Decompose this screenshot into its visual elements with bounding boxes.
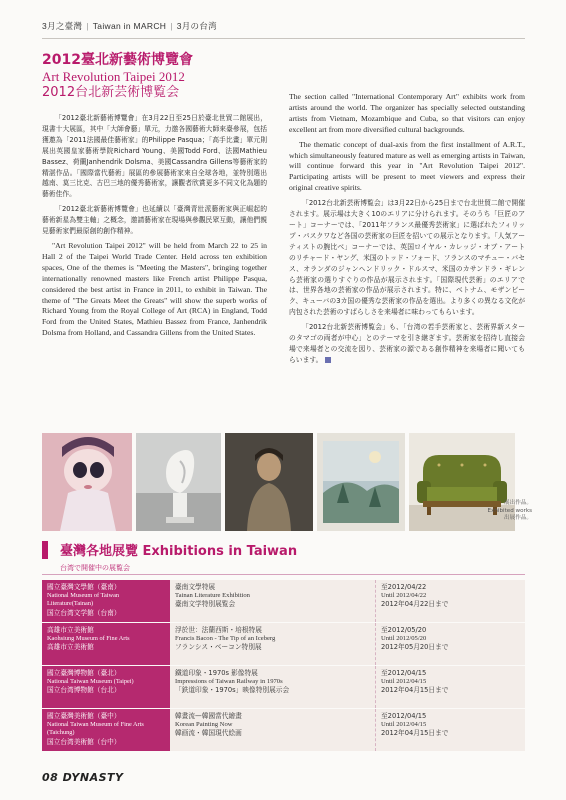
page-number: 08 — [42, 771, 59, 784]
section-marker — [42, 541, 48, 559]
running-header: 3月之臺灣 | Taiwan in MARCH | 3月の台湾 — [42, 21, 217, 31]
table-row — [42, 623, 525, 666]
exhibition-cell — [170, 666, 376, 709]
venue-name-en: National Museum of Taiwan Literature(Tainan) — [47, 591, 120, 607]
exhibition-name-ja: 臺南文学特別展覧会 — [175, 600, 236, 608]
table-row — [42, 709, 525, 752]
magazine-name: DYNASTY — [62, 771, 124, 784]
venue-name-en: Kaohsiung Museum of Fine Arts — [47, 634, 130, 642]
photo-caption — [470, 500, 532, 523]
article-paragraph-ja-2-text: 「2012台北新芸術博覧会」も、「台湾の若手芸術家と、芸術界新スターのタマゴの両者が中心」とのテーマを引き継ぎます。芸術家を招待し直接会場で来場者との交流を図り、芸術家の源である創作精神を来場者に聞いてもらいます。 — [289, 323, 525, 364]
date-cell — [376, 709, 526, 752]
date-ja: 2012年04月22日まで — [381, 600, 449, 608]
exhibition-name-zh: 鐵道印象・1970s 影像特展 — [175, 669, 258, 677]
exhibition-name-ja: 韓画流・韓国現代絵画 — [175, 729, 242, 737]
exhibition-name-zh: 浮於世：法蘭西斯・培根特展 — [175, 626, 262, 634]
venue-name-ja: 国立台湾文学館（台南） — [47, 608, 121, 617]
article-paragraph-ja-1: 「2012台北新芸術博覧会」は3月22日から25日まで台北世貿二館で開催されます。展示場は大きく10のエリアに分けられます。そのうち「巨匠のアート」コーナーでは、「2011年フランス最優秀芸術家」に選ばれたフィリップ・パスクワなど各国の芸術家の巨匠を招いての展示となります。「人気アーティストの腕比べ」コーナーでは、英国ロイヤル・カレッジ・オブ・アートのリチャード・ヤング、米国のトッド・フォード、フランスのマチュー・バセス、オランダのジャンヘンドリック・ドルスマ、米国のカサンドラ・ギレンら芸術家の選りすぐりの作品が展示されます。「国際現代芸術」のエリアでは、世界各地の芸術家の作品が展示されます。特に、ベトナム、モザンビーク、キューバの3カ国の優秀な芸術家の作品を選出。より多くの異なる文化が内包された芸術のすばらしさを来場者に味わってもらいます。 — [289, 199, 525, 317]
exhibition-name-zh: 臺南文學特展 — [175, 583, 216, 591]
date-zh: 至2012/04/22 — [381, 583, 427, 591]
exhibition-cell — [170, 580, 376, 623]
date-cell — [376, 623, 526, 666]
section-rule — [42, 574, 525, 575]
article-title-en: Art Revolution Taipei 2012 — [42, 69, 185, 84]
exhibition-name-en: Korean Painting Now — [175, 720, 233, 728]
venue-name-en: National Taiwan Museum (Taipei) — [47, 677, 134, 685]
venue-cell — [42, 709, 170, 752]
article-title-ja: 2012台北新芸術博覧会 — [42, 85, 180, 100]
venue-cell — [42, 623, 170, 666]
article-title-zh: 2012臺北新藝術博覽會 — [42, 52, 193, 68]
exhibition-cell — [170, 623, 376, 666]
venue-name-zh: 國立臺灣博物館（臺北） — [47, 669, 121, 677]
date-en: Until 2012/04/22 — [381, 591, 427, 599]
artwork-photo-landscape — [317, 433, 405, 531]
exhibitions-table — [42, 580, 525, 752]
header-right: 3月の台湾 — [176, 21, 217, 31]
exhibition-name-ja: フランシス・ベーコン特別展 — [175, 643, 262, 651]
photo-caption-ja: 出展作品。 — [504, 515, 532, 521]
exhibition-name-en: Impressions of Taiwan Railway in 1970s — [175, 677, 283, 685]
date-ja: 2012年05月20日まで — [381, 643, 449, 651]
venue-name-ja: 国立台湾博物館（台北） — [47, 686, 121, 694]
date-en: Until 2012/05/20 — [381, 634, 427, 642]
photo-caption-zh: 展出作品。 — [504, 500, 532, 506]
artwork-photo-figure — [225, 433, 313, 531]
date-ja: 2012年04月15日まで — [381, 729, 449, 737]
artwork-photo-sculpture — [136, 433, 221, 531]
table-row — [42, 580, 525, 623]
photo-caption-en: Exhibited works — [487, 507, 532, 514]
section-subtitle: 台湾で開催中の展覧会 — [60, 564, 130, 572]
page-footer — [42, 771, 124, 784]
date-en: Until 2012/04/15 — [381, 677, 427, 685]
venue-name-ja: 高雄市立美術館 — [47, 643, 94, 651]
venue-name-zh: 國立臺灣文學館（臺南） — [47, 583, 121, 591]
date-ja: 2012年04月15日まで — [381, 686, 449, 694]
venue-cell — [42, 580, 170, 623]
artwork-photo-doll — [42, 433, 132, 531]
exhibition-name-ja: 「鉄道印象・1970s」映像特別展示会 — [175, 686, 290, 694]
exhibition-name-en: Francis Bacon - The Tip of an Iceberg — [175, 634, 276, 642]
venue-name-zh: 高雄市立美術館 — [47, 626, 94, 634]
article-right-column — [289, 92, 525, 370]
exhibition-cell — [170, 709, 376, 752]
article-paragraph-en-2: The section called "International Contemporary Art" exhibits work from artists around the world. The organizer has specially selected outstanding artists from Vietnam, Mozambique and Cuba, so that visitors can enjoy excellent art from more diversified cultural backgrounds. — [289, 92, 525, 134]
section-title: 臺灣各地展覽 Exhibitions in Taiwan — [60, 544, 298, 559]
header-middle: Taiwan in MARCH — [92, 21, 167, 31]
table-row — [42, 666, 525, 709]
venue-name-zh: 國立臺灣美術館（臺中） — [47, 712, 121, 720]
article-left-column — [42, 52, 267, 343]
exhibition-name-zh: 韓畫流—韓國當代繪畫 — [175, 712, 242, 720]
venue-cell — [42, 666, 170, 709]
end-of-article-icon — [325, 357, 331, 363]
article-paragraph-en-1: "Art Revolution Taipei 2012" will be held from March 22 to 25 in Hall 2 of the Taipei World Trade Center. Held across ten exhibition spaces, One of the themes is "Meeting the Masters", bringing together internationally renowned masters like French artist Philippe Pasqua, considered the best artist in France in 2011, to exhibit in Taiwan. The theme of "The Greats Meet the Greats" will show the superb works of Richard Young from the Royal College of Art (RCA) in England, Todd Ford from the United States, Mathieu Bassez from France, Janhendrik Dolsma from Holland, and Cassandra Gillens from the United States. — [42, 240, 267, 338]
date-zh: 至2012/04/15 — [381, 712, 427, 720]
date-en: Until 2012/04/15 — [381, 720, 427, 728]
article-paragraph-zh-2: 「2012臺北新藝術博覽會」也延續以「臺灣青壯派藝術家與正崛起的藝術新星為雙主軸」之概念，邀請藝術家在現場與參觀民眾互動，讓他們親見藝術家們最原創的創作精神。 — [42, 205, 267, 236]
article-paragraph-zh-1: 「2012臺北新藝術博覽會」在3月22日至25日於臺北世貿二館展出，現書十大展區，其中「大師會藝」單元，力邀各國藝術大師來臺參展，包括獲邀為「2011法國最佳藝術家」的Philippe Pasqua；「高手比畫」單元則展出英國皇家藝術學院Richard Young、美國Todd Ford、法國Mathieu Bassez、荷蘭Janhendrik Dolsma、美國Cassandra Gillens等藝術家的精湛作品。「國際當代藝術」展區的參展藝術家來自全球各地，並特別選出越南、莫三比克、古巴三地的優秀藝術家，讓觀者欣賞更多不同文化為題的藝術佳作。 — [42, 114, 267, 199]
exhibition-name-en: Tainan Literature Exhibition — [175, 591, 250, 599]
header-left: 3月之臺灣 — [42, 21, 83, 31]
article-paragraph-ja-2 — [289, 322, 525, 366]
date-cell — [376, 580, 526, 623]
header-rule — [42, 38, 525, 39]
venue-name-en: National Taiwan Museum of Fine Arts (Taichung) — [47, 720, 144, 736]
date-zh: 至2012/04/15 — [381, 669, 427, 677]
venue-name-ja: 国立台湾美術館（台中） — [47, 737, 121, 746]
article-paragraph-en-3: The thematic concept of dual-axis from the first installment of A.R.T., which simultaneously featured mature as well as emerging artists in Taiwan, will continue forward this year in "Art Revolution Taipei 2012". Participating artists will be present to meet viewers and express their original creative spirits. — [289, 139, 525, 193]
date-cell — [376, 666, 526, 709]
date-zh: 至2012/05/20 — [381, 626, 427, 634]
